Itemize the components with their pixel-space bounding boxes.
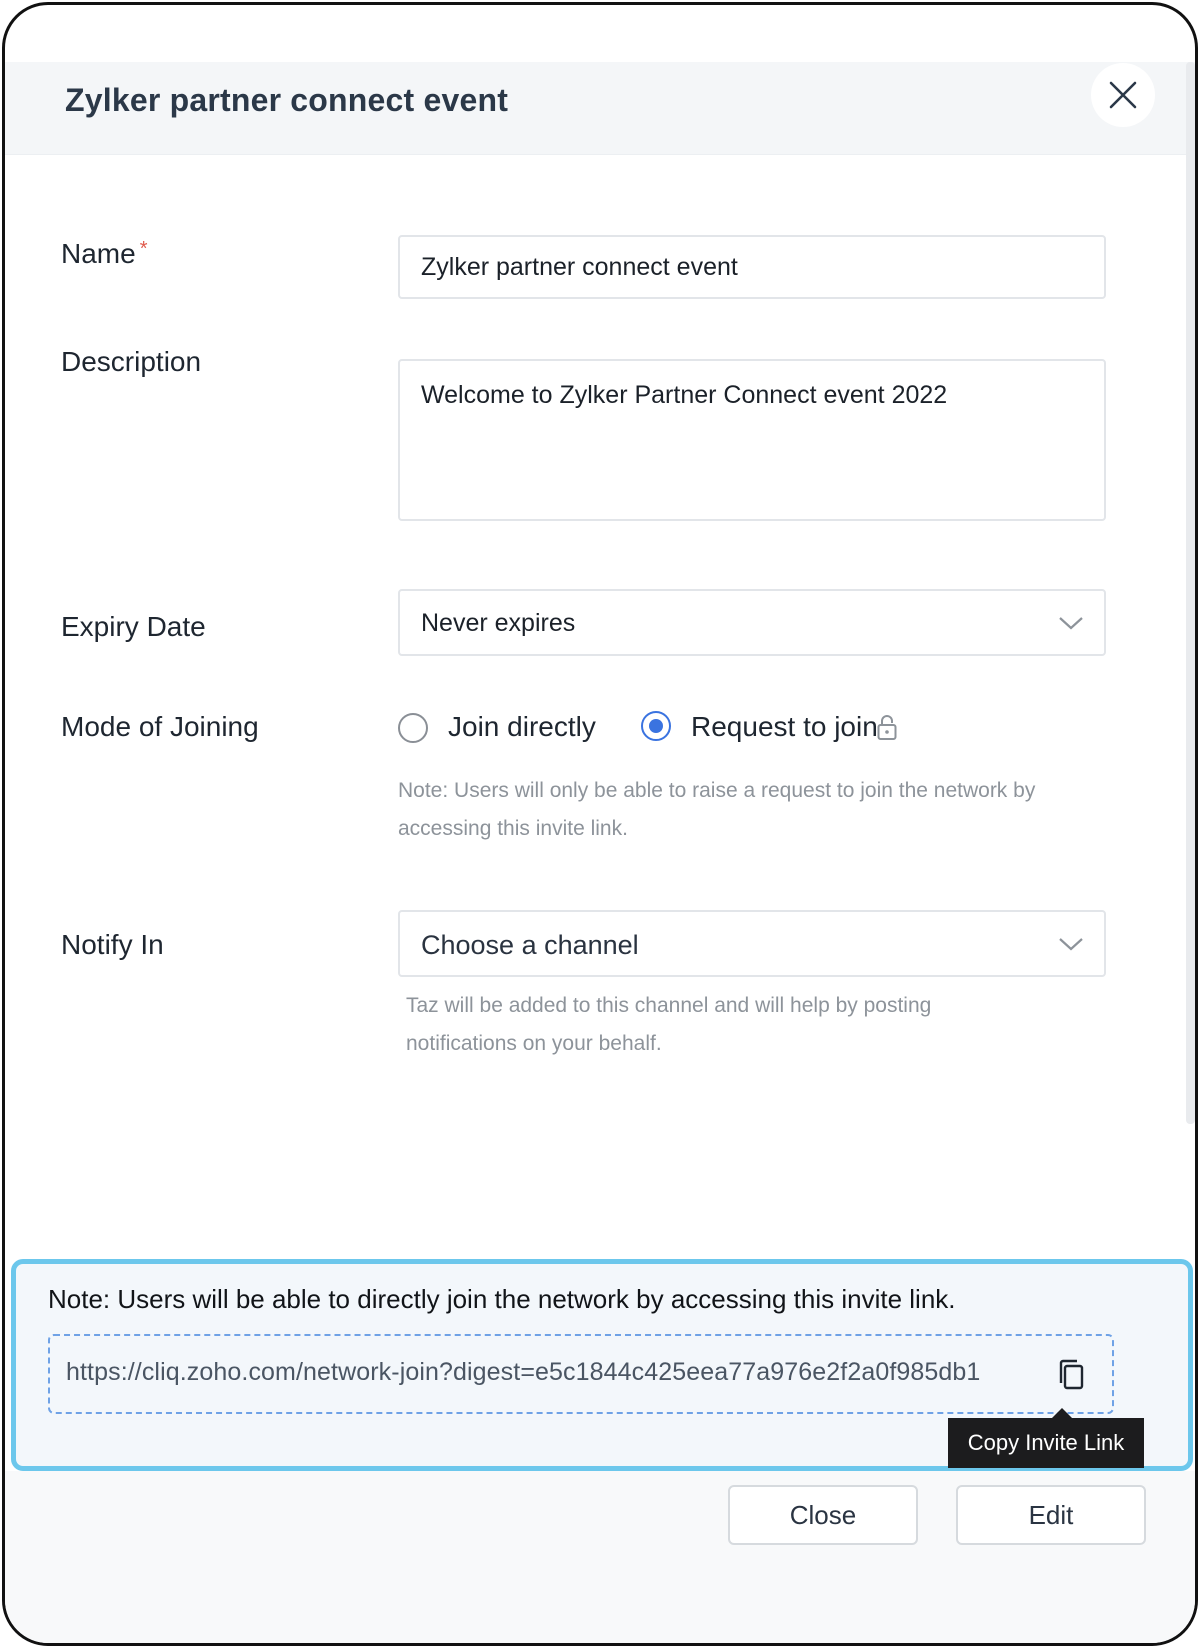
dialog-window — [2, 2, 1198, 1646]
close-button[interactable]: Close — [728, 1485, 918, 1545]
scrollbar[interactable] — [1186, 62, 1195, 1124]
name-label-text: Name — [61, 238, 136, 269]
join-directly-label[interactable]: Join directly — [448, 711, 596, 742]
expiry-date-select[interactable] — [398, 589, 1106, 656]
chevron-down-icon — [1058, 936, 1084, 952]
edit-button[interactable]: Edit — [956, 1485, 1146, 1545]
dialog-title: Zylker partner connect event — [65, 82, 509, 118]
name-input-value: Zylker partner connect event — [421, 253, 738, 281]
name-label — [61, 238, 148, 270]
invite-link-field[interactable] — [48, 1334, 1114, 1414]
description-label: Description — [61, 346, 202, 377]
notify-in-label: Notify In — [61, 929, 164, 960]
expiry-date-value: Never expires — [421, 609, 576, 637]
close-dialog-button[interactable] — [1091, 63, 1155, 127]
mode-of-joining-note: Note: Users will only be able to raise a request to join the network by accessing this invite link. — [398, 779, 1036, 840]
notify-channel-select[interactable] — [398, 910, 1106, 977]
request-to-join-label[interactable]: Request to join — [691, 711, 878, 742]
close-icon — [1109, 81, 1137, 109]
invite-link-panel — [11, 1259, 1193, 1471]
copy-icon[interactable] — [1056, 1358, 1086, 1392]
notify-in-hint: Taz will be added to this channel and will help by posting notifications on your behalf. — [406, 994, 932, 1055]
mode-of-joining-label: Mode of Joining — [61, 711, 259, 742]
request-to-join-radio[interactable] — [641, 711, 671, 741]
notify-channel-placeholder: Choose a channel — [421, 930, 639, 960]
join-directly-radio[interactable] — [398, 713, 428, 743]
required-asterisk: * — [139, 238, 148, 260]
dialog-header — [5, 62, 1195, 155]
invite-link-note: Note: Users will be able to directly join the network by accessing this invite link. — [48, 1284, 956, 1314]
copy-invite-link-tooltip: Copy Invite Link — [948, 1418, 1144, 1468]
invite-link-text[interactable]: https://cliq.zoho.com/network-join?digest=e5c1844c425eea77a976e2f2a0f985db1 — [66, 1358, 981, 1386]
chevron-down-icon — [1058, 615, 1084, 631]
lock-icon — [876, 713, 898, 741]
description-textarea[interactable] — [398, 359, 1106, 521]
name-input[interactable] — [398, 235, 1106, 299]
description-value: Welcome to Zylker Partner Connect event 2022 — [421, 381, 948, 409]
expiry-date-label: Expiry Date — [61, 611, 206, 642]
dialog-footer — [5, 1471, 1195, 1643]
